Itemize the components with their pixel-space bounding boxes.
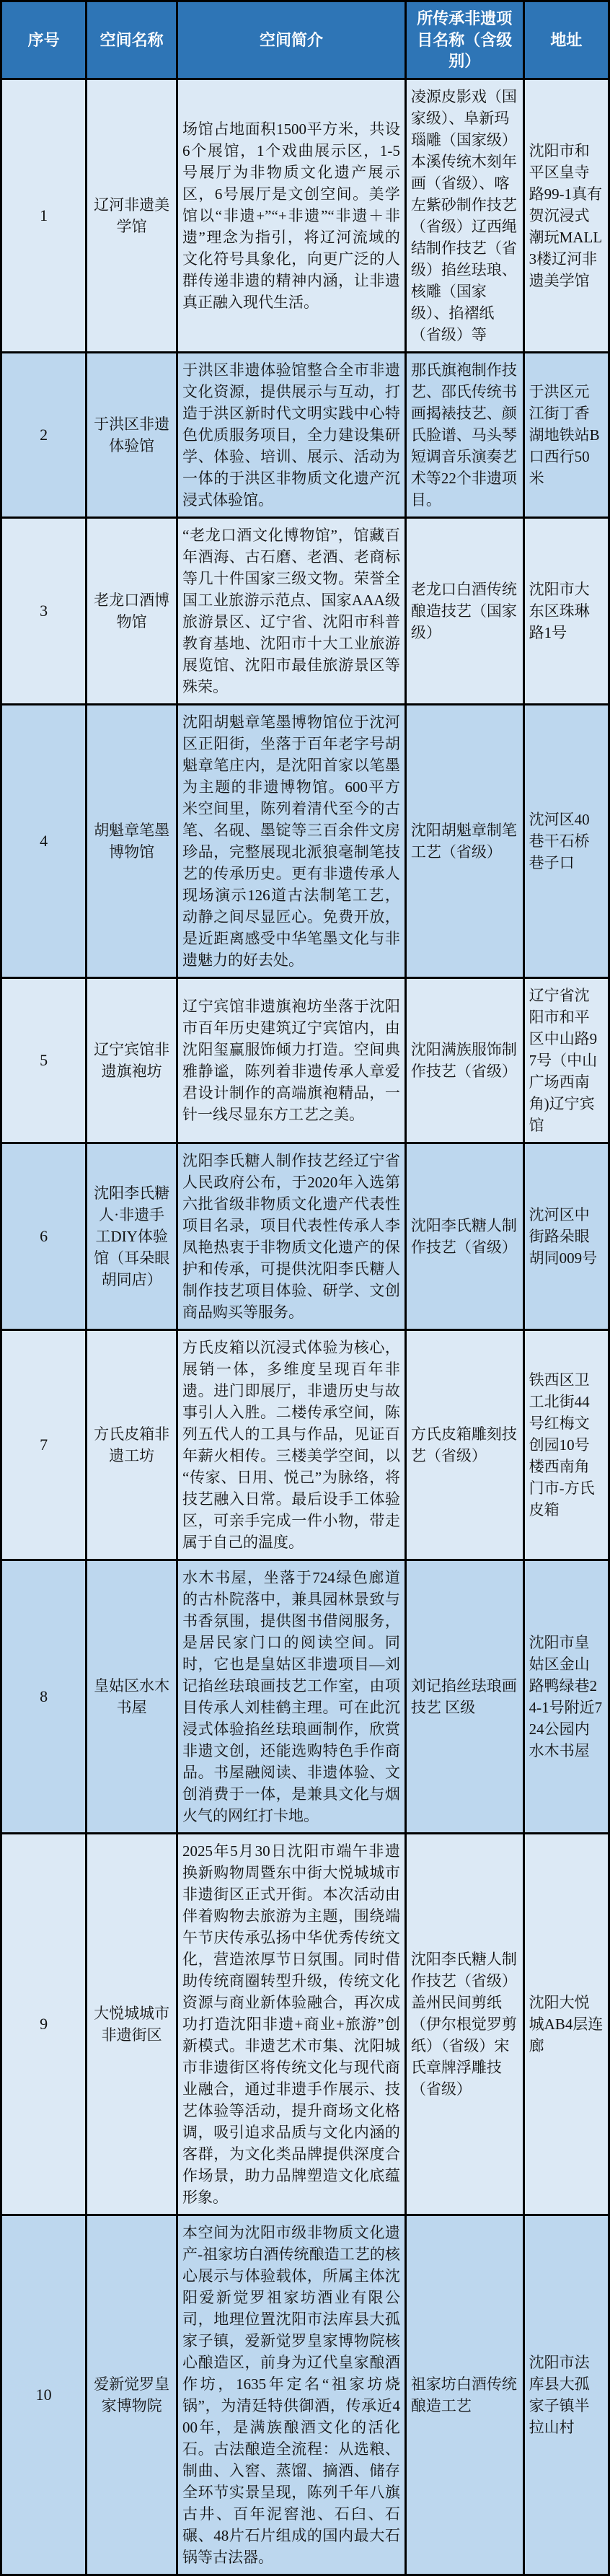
cell-heritage: 沈阳李氏糖人制作技艺（省级）: [405, 1143, 523, 1330]
cell-intro: 方氏皮箱以沉浸式体验为核心，展销一体，多维度呈现百年非遗。进门即展厅，非遗历史与故事引人入胜。二楼传承空间，陈列五代人的工具与作品，见证百年薪火相传。三楼美学空间，以“传家、日用、悦己”为脉络，将技艺融入日常。最后设手工体验区，可亲手完成一件小物，带走属于自己的温度。: [177, 1330, 406, 1560]
cell-address: 沈河区40巷干石桥巷子口: [523, 705, 609, 978]
cell-heritage: 沈阳胡魁章制笔工艺（省级）: [405, 705, 523, 978]
header-intro: 空间简介: [177, 1, 406, 79]
table-row: [1, 518, 609, 705]
table-row: [1, 1834, 609, 2215]
cell-no: 2: [1, 353, 87, 518]
cell-address: 沈阳市法库县大孤家子镇半拉山村: [523, 2215, 609, 2575]
cell-space-name: 老龙口酒博物馆: [87, 518, 177, 705]
cell-space-name: 皇姑区水木书屋: [87, 1560, 177, 1834]
cell-address: 沈阳市和平区皇寺路99-1真有贺沉浸式潮玩MALL3楼辽河非遗美学馆: [523, 79, 609, 353]
cell-space-name: 大悦城城市非遗街区: [87, 1834, 177, 2215]
table-row: [1, 978, 609, 1143]
cell-space-name: 于洪区非遗体验馆: [87, 353, 177, 518]
cell-no: 5: [1, 978, 87, 1143]
cell-no: 7: [1, 1330, 87, 1560]
cell-space-name: 方氏皮箱非遗工坊: [87, 1330, 177, 1560]
table-row: [1, 1143, 609, 1330]
header-address: 地址: [523, 1, 609, 79]
cell-no: 4: [1, 705, 87, 978]
cell-address: 沈阳大悦城AB4层连廊: [523, 1834, 609, 2215]
cell-intro: 场馆占地面积1500平方米，共设6个展馆，1个戏曲展示区，1-5 号展厅为非物质文化遗产展示区，6号展厅是文创空间。美学馆以“非遗+”“+非遗”“非遗＋非遗”理念为指引，将辽河流域的文化符号具象化，向更广泛的人群传递非遗的精神内涵，让非遗真正融入现代生活。: [177, 79, 406, 353]
cell-intro: “老龙口酒文化博物馆”，馆藏百年酒海、古石磨、老酒、老商标等几十件国家三级文物。荣誉全国工业旅游示范点、国家AAA级旅游景区、辽宁省、沈阳市科普教育基地、沈阳市十大工业旅游展览馆、沈阳市最佳旅游景区等殊荣。: [177, 518, 406, 705]
cell-heritage: 凌源皮影戏（国家级）、阜新玛瑙雕（国家级）本溪传统木刻年画（省级）、喀左紫砂制作技艺（省级）辽西绳结制作技艺（省级）掐丝珐琅、核雕（国家级）、掐褶纸（省级）等: [405, 79, 523, 353]
cell-heritage: 刘记掐丝珐琅画技艺 区级: [405, 1560, 523, 1834]
header-space-name: 空间名称: [87, 1, 177, 79]
cell-address: 于洪区元江街丁香湖地铁站B口西行50米: [523, 353, 609, 518]
header-no: 序号: [1, 1, 87, 79]
cell-space-name: 辽宁宾馆非遗旗袍坊: [87, 978, 177, 1143]
cell-heritage: 方氏皮箱雕刻技艺（省级）: [405, 1330, 523, 1560]
cell-address: 沈阳市皇姑区金山路鸭绿巷24-1号附近724公园内水木书屋: [523, 1560, 609, 1834]
cell-heritage: 沈阳李氏糖人制作技艺（省级）盖州民间剪纸（伊尔根觉罗剪纸）（省级）宋氏章牌浮雕技（省级）: [405, 1834, 523, 2215]
cell-heritage: 祖家坊白酒传统酿造工艺: [405, 2215, 523, 2575]
cell-intro: 本空间为沈阳市级非物质文化遗产-祖家坊白酒传统酿造工艺的核心展示与体验载体，所属主体沈阳爱新觉罗祖家坊酒业有限公司，地理位置沈阳市法库县大孤家子镇，爱新觉罗皇家博物院核心酿造区，前身为辽代皇家酿酒作坊，1635年定名“祖家坊烧锅”，为清廷特供御酒，传承近400年，是满族酿酒文化的活化石。古法酿造全流程：从选粮、制曲、入窖、蒸馏、摘酒、储存全环节实景呈现，陈列千年八旗古井、百年泥窖池、石臼、石碾、48片石片组成的国内最大石锅等古法器。: [177, 2215, 406, 2575]
cell-space-name: 爱新觉罗皇家博物院: [87, 2215, 177, 2575]
table-row: [1, 1330, 609, 1560]
cell-intro: 沈阳胡魁章笔墨博物馆位于沈河区正阳街，坐落于百年老字号胡魁章笔庄内，是沈阳首家以笔墨为主题的非遗博物馆。600平方米空间里，陈列着清代至今的古笔、名砚、墨锭等三百余件文房珍品，完整展现北派狼毫制笔技艺的传承历史。更有非遗传承人现场演示126道古法制笔工艺，动静之间尽显匠心。免费开放，是近距离感受中华笔墨文化与非遗魅力的好去处。: [177, 705, 406, 978]
cell-address: 沈河区中街路朵眼胡同009号: [523, 1143, 609, 1330]
cell-intro: 辽宁宾馆非遗旗袍坊坐落于沈阳市百年历史建筑辽宁宾馆内，由沈阳玺赢服饰倾力打造。空间典雅静谧，陈列着非遗传承人章爱君设计制作的高端旗袍精品，一针一线尽显东方工艺之美。: [177, 978, 406, 1143]
cell-intro: 2025年5月30日沈阳市端午非遗换新购物周暨东中街大悦城城市非遗街区正式开街。本次活动由伴着购物去旅游为主题，围绕端午节庆传承弘扬中华优秀传统文化，营造浓厚节日氛围。同时借助传统商圈转型升级，传统文化资源与商业新体验融合，再次成功打造沈阳非遗+商业+旅游”创新模式。非遗艺术市集、沈阳城市非遗街区将传统文化与现代商业融合，通过非遗手作展示、技艺体验等活动，提升商场文化格调，吸引追求品质与文化内涵的客群，为文化类品牌提供深度合作场景，助力品牌塑造文化底蕴形象。: [177, 1834, 406, 2215]
cell-space-name: 沈阳李氏糖人·非遗手工DIY体验馆（耳朵眼胡同店）: [87, 1143, 177, 1330]
table-row: [1, 2215, 609, 2575]
cell-no: 1: [1, 79, 87, 353]
header-heritage-items: 所传承非遗项目名称（含级别）: [405, 1, 523, 79]
cell-intro: 于洪区非遗体验馆整合全市非遗文化资源，提供展示与互动，打造于洪区新时代文明实践中心特色优质服务项目，全力建设集研学、体验、培训、展示、活动为一体的于洪区非物质文化遗产沉浸式体验馆。: [177, 353, 406, 518]
cell-address: 铁西区卫工北街44号红梅文创园10号楼西南角门市-方氏皮箱: [523, 1330, 609, 1560]
cell-space-name: 胡魁章笔墨博物馆: [87, 705, 177, 978]
table-row: [1, 353, 609, 518]
table-body: [1, 79, 609, 2575]
cell-no: 3: [1, 518, 87, 705]
cell-heritage: 老龙口白酒传统酿造技艺（国家级）: [405, 518, 523, 705]
cell-no: 9: [1, 1834, 87, 2215]
cell-no: 6: [1, 1143, 87, 1330]
table-row: [1, 79, 609, 353]
cell-no: 8: [1, 1560, 87, 1834]
cell-no: 10: [1, 2215, 87, 2575]
cell-heritage: 那氏旗袍制作技艺、邵氏传统书画揭裱技艺、颜氏脸谱、马头琴短调音乐演奏艺术等22个非遗项目。: [405, 353, 523, 518]
cell-heritage: 沈阳满族服饰制作技艺（省级）: [405, 978, 523, 1143]
header-row: [1, 1, 609, 79]
cell-address: 沈阳市大东区珠琳路1号: [523, 518, 609, 705]
cell-address: 辽宁省沈阳市和平区中山路97号（中山广场西南角)辽宁宾馆: [523, 978, 609, 1143]
table-row: [1, 705, 609, 978]
cell-intro: 水木书屋，坐落于724绿色廊道的古朴院落中，兼具园林景致与书香氛围，提供图书借阅服务，是居民家门口的阅读空间。同时，它也是皇姑区非遗项目—刘记掐丝珐琅画技艺工作室，由项目传承人刘桂鹤主理。可在此沉浸式体验掐丝珐琅画制作，欣赏非遗文创，还能选购特色手作商品。书屋融阅读、非遗体验、文创消费于一体，是兼具文化与烟火气的网红打卡地。: [177, 1560, 406, 1834]
table-row: [1, 1560, 609, 1834]
cell-space-name: 辽河非遗美学馆: [87, 79, 177, 353]
cell-intro: 沈阳李氏糖人制作技艺经辽宁省人民政府公布，于2020年入选第六批省级非物质文化遗产代表性项目名录，项目代表性传承人李凤艳热衷于非物质文化遗产的保护和传承，可提供沈阳李氏糖人制作技艺项目体验、研学、文创商品购买等服务。: [177, 1143, 406, 1330]
